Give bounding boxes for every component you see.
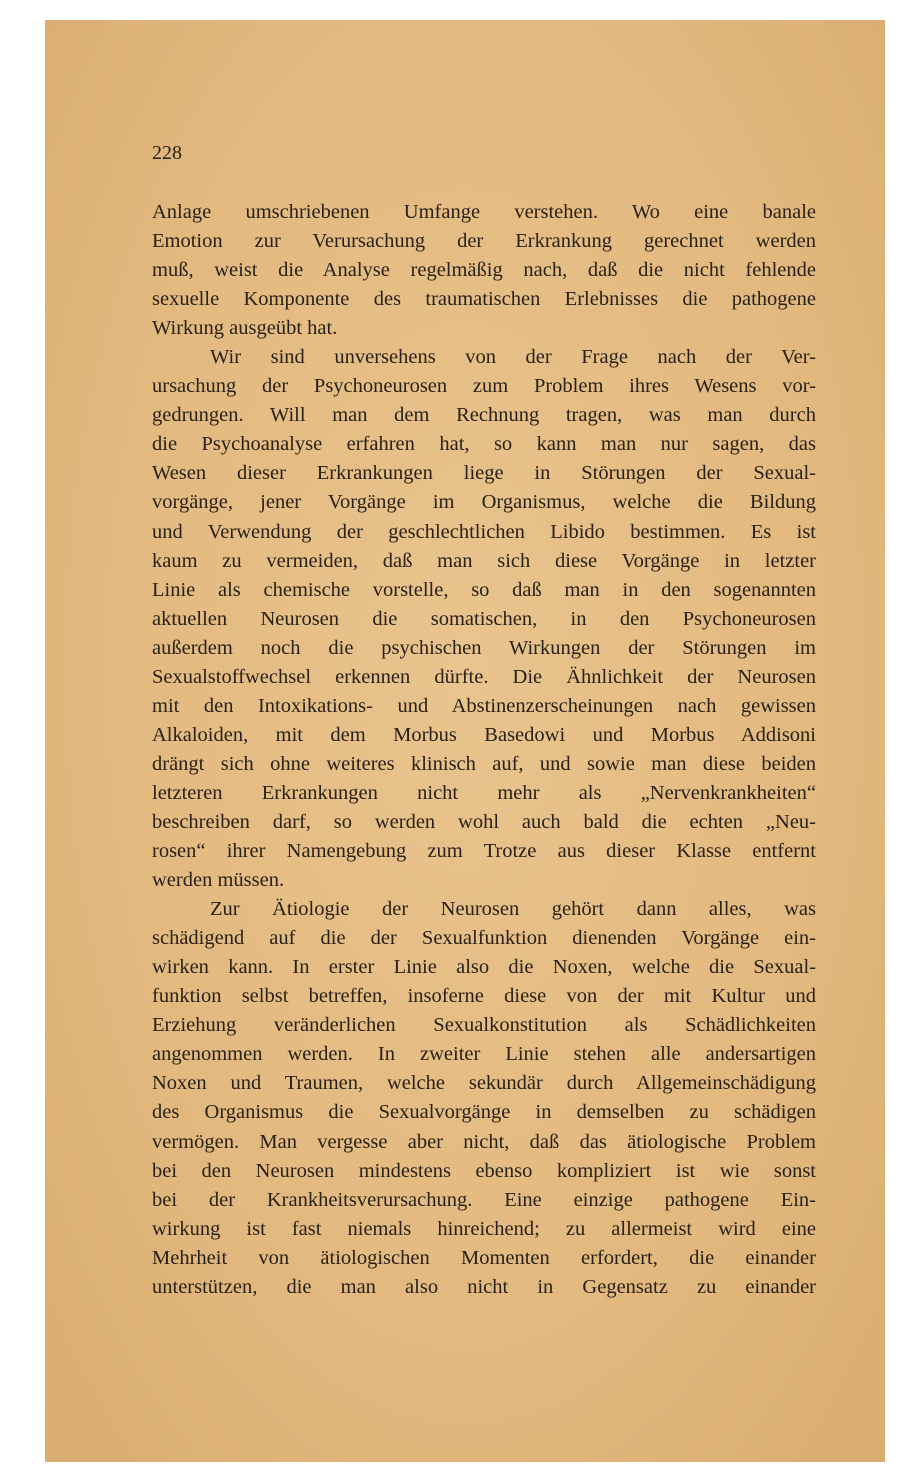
text-line: gedrungen. Will man dem Rechnung tragen, was man durch: [152, 404, 816, 427]
page-number: 228: [152, 142, 182, 164]
text-line: Alkaloiden, mit dem Morbus Basedowi und Morbus Addisoni: [152, 723, 816, 746]
text-line: Noxen und Traumen, welche sekundär durch Allgemeinschädigung: [152, 1072, 816, 1095]
text-line: Mehrheit von ätiologischen Momenten erfordert, die einander: [152, 1246, 816, 1269]
text-line: beschreiben darf, so werden wohl auch bald die echten „Neu-: [152, 810, 816, 833]
text-line: Wirkung ausgeübt hat.: [152, 317, 338, 340]
text-line: Emotion zur Verursachung der Erkrankung gerechnet werden: [152, 230, 816, 253]
text-line: Erziehung veränderlichen Sexualkonstitution als Schädlichkeiten: [152, 1014, 816, 1037]
text-line: schädigend auf die der Sexualfunktion dienenden Vorgänge ein-: [152, 927, 816, 950]
scanned-page: [45, 20, 885, 1462]
text-line: Wesen dieser Erkrankungen liege in Störungen der Sexual-: [152, 462, 816, 485]
text-line: und Verwendung der geschlechtlichen Libido bestimmen. Es ist: [152, 520, 816, 543]
text-line: bei den Neurosen mindestens ebenso kompliziert ist wie sonst: [152, 1159, 816, 1182]
text-line: muß, weist die Analyse regelmäßig nach, daß die nicht fehlende: [152, 259, 816, 282]
text-line: unterstützen, die man also nicht in Gegensatz zu einander: [152, 1275, 816, 1298]
text-line: mit den Intoxikations- und Abstinenzerscheinungen nach gewissen: [152, 694, 816, 717]
text-line: funktion selbst betreffen, insoferne diese von der mit Kultur und: [152, 985, 816, 1008]
text-line: rosen“ ihrer Namengebung zum Trotze aus dieser Klasse entfernt: [152, 840, 816, 863]
text-line: kaum zu vermeiden, daß man sich diese Vorgänge in letzter: [152, 549, 816, 572]
text-line: Wir sind unversehens von der Frage nach der Ver-: [210, 346, 816, 369]
text-line: angenommen werden. In zweiter Linie stehen alle andersartigen: [152, 1043, 816, 1066]
text-line: Linie als chemische vorstelle, so daß man in den sogenannten: [152, 578, 816, 601]
body-text: [152, 198, 816, 1302]
text-line: Zur Ätiologie der Neurosen gehört dann alles, was: [210, 898, 816, 921]
text-line: Anlage umschriebenen Umfange verstehen. Wo eine banale: [152, 201, 816, 223]
text-line: des Organismus die Sexualvorgänge in demselben zu schädigen: [152, 1101, 816, 1124]
text-line: ursachung der Psychoneurosen zum Problem ihres Wesens vor-: [152, 375, 816, 398]
text-line: wirken kann. In erster Linie also die Noxen, welche die Sexual-: [152, 956, 816, 979]
text-line: wirkung ist fast niemals hinreichend; zu allermeist wird eine: [152, 1217, 816, 1240]
text-line: außerdem noch die psychischen Wirkungen der Störungen im: [152, 636, 816, 659]
text-line: werden müssen.: [152, 869, 285, 892]
text-line: Sexualstoffwechsel erkennen dürfte. Die Ähnlichkeit der Neurosen: [152, 665, 816, 688]
text-line: sexuelle Komponente des traumatischen Erlebnisses die pathogene: [152, 288, 816, 311]
text-line: aktuellen Neurosen die somatischen, in den Psychoneurosen: [152, 607, 816, 630]
text-line: vermögen. Man vergesse aber nicht, daß das ätiologische Problem: [152, 1130, 816, 1153]
text-line: bei der Krankheitsverursachung. Eine einzige pathogene Ein-: [152, 1188, 816, 1211]
text-line: die Psychoanalyse erfahren hat, so kann man nur sagen, das: [152, 433, 816, 456]
text-line: letzteren Erkrankungen nicht mehr als „Nervenkrankheiten“: [152, 781, 816, 804]
text-line: drängt sich ohne weiteres klinisch auf, und sowie man diese beiden: [152, 752, 816, 775]
text-line: vorgänge, jener Vorgänge im Organismus, welche die Bildung: [152, 491, 816, 514]
